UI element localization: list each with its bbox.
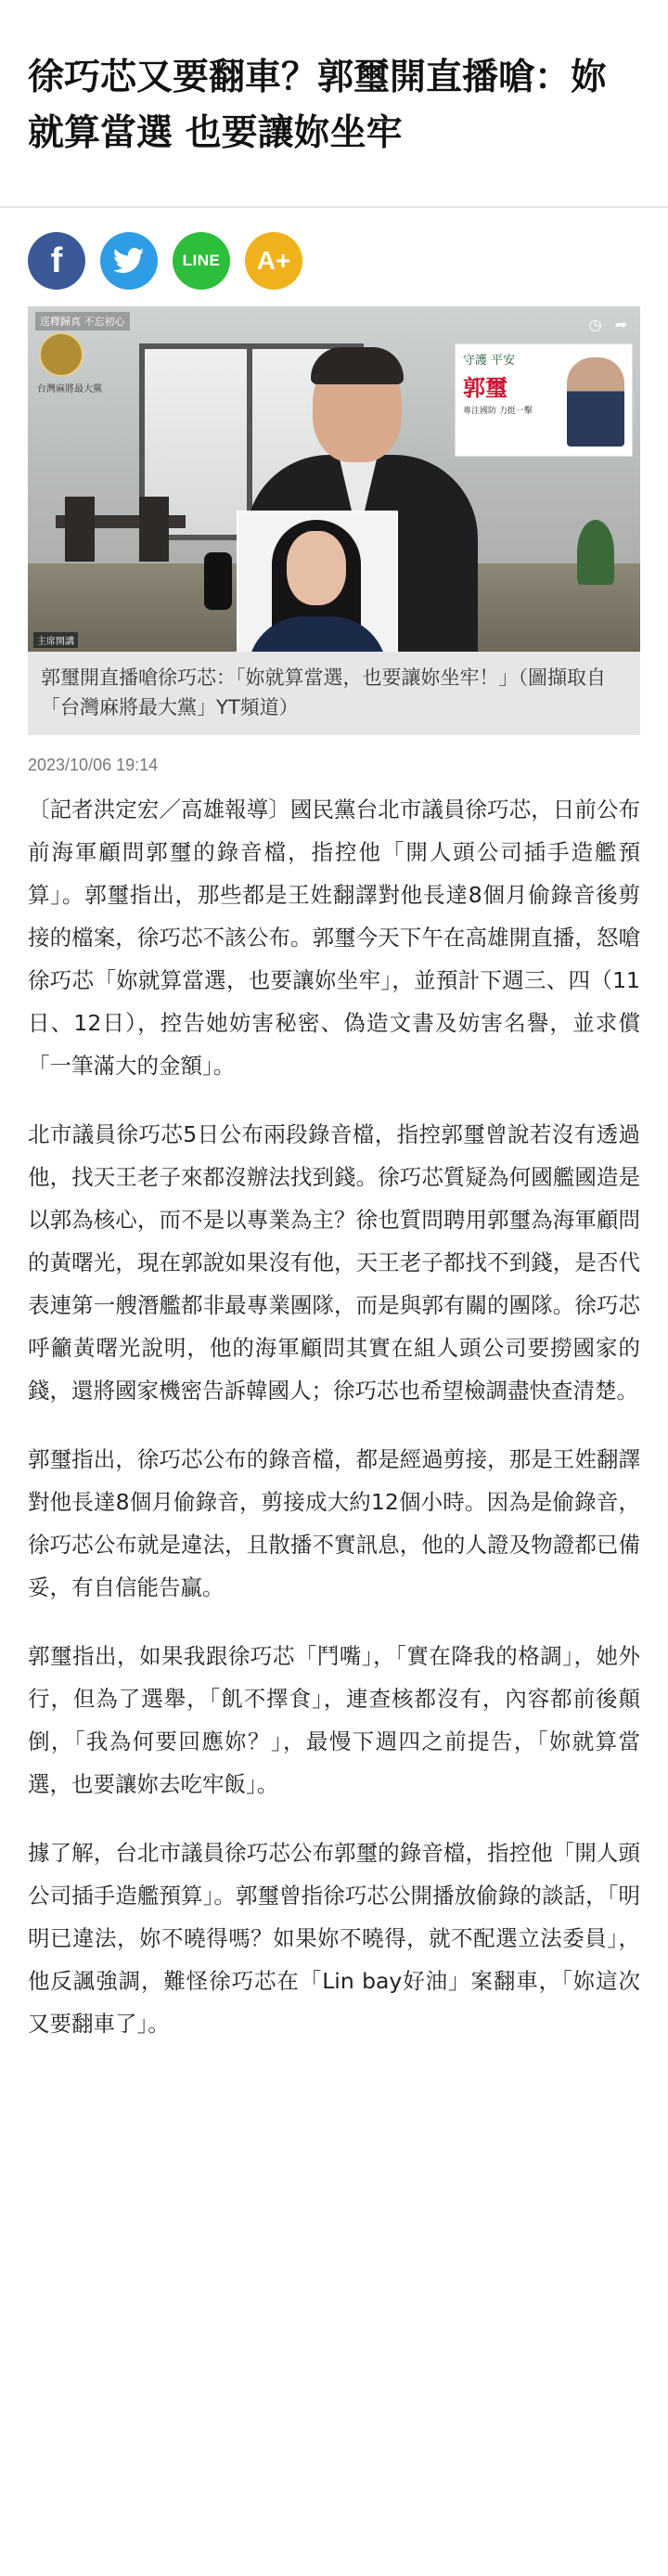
- line-icon[interactable]: LINE: [173, 232, 230, 290]
- inset-body: [248, 616, 387, 652]
- font-size-icon[interactable]: A+: [245, 232, 302, 290]
- figure-caption: 郭璽開直播嗆徐巧芯：「妳就算當選，也要讓妳坐牢！」（圖擷取自「台灣麻將最大黨」YT頻道）: [28, 652, 640, 735]
- inset-video: [237, 511, 398, 652]
- segment-tag: 主席開講: [33, 632, 78, 648]
- overlay-text: 逕釋歸真 不忘初心: [35, 312, 130, 330]
- clock-icon[interactable]: ◷: [588, 316, 602, 334]
- share-bar: [0, 208, 668, 306]
- headline: 徐巧芯又要翻車？郭璽開直播嗆：妳就算當選 也要讓妳坐牢: [28, 57, 608, 155]
- paragraph: 北市議員徐巧芯5日公布兩段錄音檔，指控郭璽曾說若沒有透過他，找天王老子來都沒辦法找到錢。徐巧芯質疑為何國艦國造是以郭為核心，而不是以專業為主？徐也質問聘用郭璽為海軍顧問的黃曙光，現在郭說如果沒有他，天王老子都找不到錢，是否代表連第一艘潛艦都非最專業團隊，而是與郭有關的團隊。徐巧芯呼籲黃曙光說明，他的海軍顧問其實在組人頭公司要撈國家的錢，還將國家機密告訴韓國人；徐巧芯也希望檢調盡快查清楚。: [28, 1121, 640, 1405]
- facebook-icon[interactable]: f: [28, 232, 85, 290]
- paragraph: 郭璽指出，徐巧芯公布的錄音檔，都是經過剪接，那是王姓翻譯對他長達8個月偷錄音，剪接成大約12個小時。因為是偷錄音，徐巧芯公布就是違法，且散播不實訊息，他的人證及物證都已備妥，有自信能告贏。: [28, 1446, 640, 1601]
- banner-photo: [567, 357, 624, 447]
- video-controls: [589, 316, 627, 333]
- channel-seal-icon: [39, 332, 84, 377]
- twitter-icon[interactable]: [100, 232, 158, 290]
- background-chair: [139, 497, 169, 562]
- article-body: [0, 775, 668, 2045]
- share-icon[interactable]: ➦: [614, 316, 627, 334]
- video-thumbnail[interactable]: [28, 306, 640, 652]
- publish-date: 2023/10/06 19:14: [28, 756, 159, 775]
- background-plant: [577, 520, 614, 585]
- paragraph: 據了解，台北市議員徐巧芯公布郭璽的錄音檔，指控他「開人頭公司插手造艦預算」。郭璽曾指徐巧芯公開播放偷錄的談話，「明明已違法，妳不曉得嗎？如果妳不曉得，就不配選立法委員」，他反諷強調，難怪徐巧芯在「Lin bay好油」案翻車，「妳這次又要翻車了」。: [28, 1840, 640, 2038]
- paragraph: 郭璽指出，如果我跟徐巧芯「鬥嘴」，「實在降我的格調」，她外行，但為了選舉，「飢不擇食」，連查核都沒有，內容都前後顛倒，「我為何要回應妳？」，最慢下週四之前提告，「妳就算當選，也要讓妳去吃牢飯」。: [28, 1643, 640, 1798]
- banner-name: 郭璽: [463, 374, 507, 402]
- campaign-banner: [455, 343, 633, 457]
- banner-top: 守護 平安: [463, 354, 516, 369]
- host-hair: [311, 347, 404, 384]
- background-chair: [65, 497, 95, 562]
- banner-sub: 專注國防 力挺一擊: [463, 407, 533, 417]
- lead-figure: [28, 306, 640, 735]
- microphone: [204, 552, 232, 610]
- twitter-bird-icon: [113, 248, 145, 274]
- inset-head: [287, 531, 346, 605]
- paragraph: 〔記者洪定宏／高雄報導〕國民黨台北市議員徐巧芯，日前公布前海軍顧問郭璽的錄音檔，指控他「開人頭公司插手造艦預算」。郭璽指出，那些都是王姓翻譯對他長達8個月偷錄音後剪接的檔案，徐巧芯不該公布。郭璽今天下午在高雄開直播，怒嗆徐巧芯「妳就算當選，也要讓妳坐牢」，並預計下週三、四（11日、12日），控告她妨害秘密、偽造文書及妨害名譽，並求償「一筆滿大的金額」。: [28, 796, 640, 1080]
- channel-logo-text: 台灣麻將最大黨: [37, 384, 102, 395]
